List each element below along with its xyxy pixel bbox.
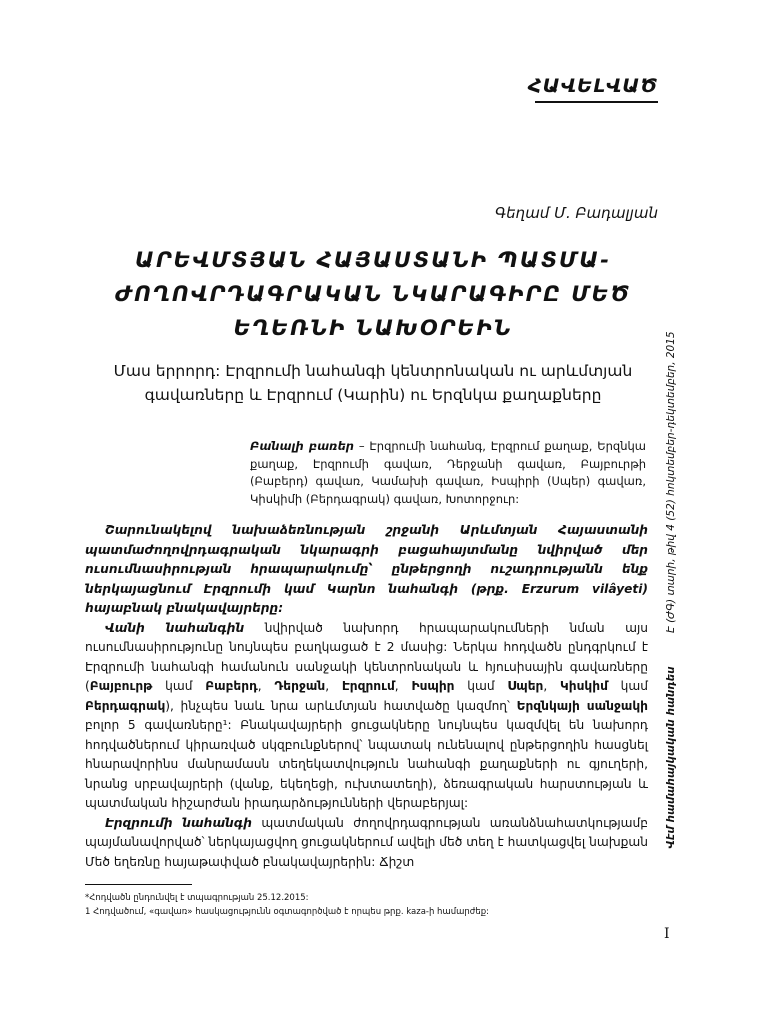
text-run: , — [394, 679, 412, 693]
journal-name: Վէմ համահայկական հանդես — [665, 666, 677, 849]
text-run: բոլոր 5 գավառները¹: Բնակավայրերի ցուցակները նույնպես կազմվել են նախորդ հոդվածներում կիրառված սկզբունքներով՝ նպատակ ունենալով ընթերցողին հասցնել հնարավորինս մանրամասն տեղեկատվություն նահանգի քաղաքների ու գյուղերի, նրանց սրբավայրերի (վանք, եկեղեցի, ուխտատեղի), ձեռագրական հարստության և պատմական հիշարժան իրադարձությունների վերաբերյալ: — [85, 718, 648, 810]
body-paragraph-2 — [85, 619, 648, 814]
text-run: , — [325, 679, 342, 693]
article-body — [85, 521, 648, 872]
text-run: Վանի նահանգին — [105, 620, 245, 635]
journal-issue: Է (ԺԳ) տարի, թիվ 4 (52) հոկտեմբեր-դեկտեմբեր, 2015 — [665, 331, 677, 633]
lead-paragraph: Շարունակելով նախաձեռնության շրջանի Արևմտյան Հայաստանի պատմաժողովրդագրական նկարագրի բացահայտմանը նվիրված մեր ուսումնասիրության հրապարակումը՝ ընթերցողի ուշադրությանն ենք ներկայացնում Էրզրումի կամ Կարնո նահանգի (թրք. Erzurum vilâyeti) հայաբնակ բնակավայրերը: — [85, 523, 648, 615]
text-run: Բերդագրակ — [85, 698, 166, 713]
section-label: ՀԱՎԵԼՎԱԾ — [527, 75, 658, 97]
text-run: կամ — [607, 679, 649, 693]
section-underline — [535, 101, 658, 103]
text-run: , — [257, 679, 275, 693]
text-run: Իսպիր — [411, 679, 455, 693]
text-run: Էրզրում — [341, 679, 395, 693]
text-run: կամ — [454, 679, 508, 693]
text-run: Կիսկիմ — [560, 679, 608, 693]
footnote-2: 1 Հոդվածում, «գավառ» հասկացությունն օգտագործված է որպես թրք. kaza-ի համարժեք: — [85, 907, 490, 917]
title-line-3: ԵՂԵՌՆԻ ՆԱԽՕՐԵԻՆ — [233, 316, 513, 340]
author-name: Գեղամ Մ. Բադալյան — [494, 204, 658, 222]
text-run: նվիրված նախորդ հրապարակումների նման այս ուսումնասիրությունը նույնպես բաղկացած է 2 մասից: Ներկա հոդվածն ընդգրկում է Էրզրումի նահանգի համանուն սանջակի կենտրոնական և հյուսիսային գավառները ( — [85, 620, 649, 693]
title-line-2: ԺՈՂՈՎՐԴԱԳՐԱԿԱՆ ՆԿԱՐԱԳԻՐԸ ՄԵԾ — [115, 282, 631, 306]
footnotes — [85, 891, 648, 919]
title-line-1: ԱՐԵՎՄՏՅԱՆ ՀԱՅԱՍՏԱՆԻ ՊԱՏՄԱ- — [135, 248, 611, 272]
page-number: I — [664, 926, 670, 942]
text-run: Երզնկայի սանջակի — [516, 698, 648, 713]
text-run: կամ — [152, 679, 206, 693]
article-title — [100, 243, 646, 345]
body-paragraph-3 — [85, 814, 648, 873]
text-run: ), ինչպես նաև նրա արևմտյան հատվածը կազմող՝ — [165, 698, 517, 713]
keywords-text: – Էրզրումի նահանգ, Էրզրում քաղաք, Երզնկա քաղաք, Էրզրումի գավառ, Դերջանի գավառ, Բայբուրթի (Բաբերդ) գավառ, Կամախի գավառ, Իսպիրի (Սպեր) գավառ, Կիսկիմի (Բերդագրակ) գավառ, Խոտորջուր: — [250, 439, 646, 506]
journal-sidebar — [657, 290, 685, 890]
text-run: պատմական ժողովրդագրության առանձնահատկությամբ պայմանավորված՝ ներկայացվող ցուցակներում ավելի մեծ տեղ է հատկացվել նախքան Մեծ եղեռնը հայաթափված բնակավայրերին: Ճիշտ — [85, 815, 649, 869]
text-run: Բաբերդ — [205, 679, 258, 693]
text-run: Դերջան — [274, 679, 326, 693]
footnote-1: *Հոդվածն ընդունվել է տպագրության 25.12.2015: — [85, 893, 309, 903]
text-run: Էրզրումի նահանգի — [105, 815, 252, 830]
text-run: , — [543, 679, 561, 693]
journal-sidebar-text — [662, 290, 680, 890]
footnote-divider — [85, 884, 192, 885]
article-subtitle: Մաս երրորդ: Էրզրումի նահանգի կենտրոնական ու արևմտյան գավառները և Էրզրում (Կարին) ու Երզնկա քաղաքները — [113, 362, 633, 404]
keywords-block — [250, 438, 646, 508]
text-run: Բայբուրթ — [89, 679, 153, 693]
text-run: Սպեր — [507, 679, 544, 693]
keywords-label: Բանալի բառեր — [250, 439, 354, 453]
